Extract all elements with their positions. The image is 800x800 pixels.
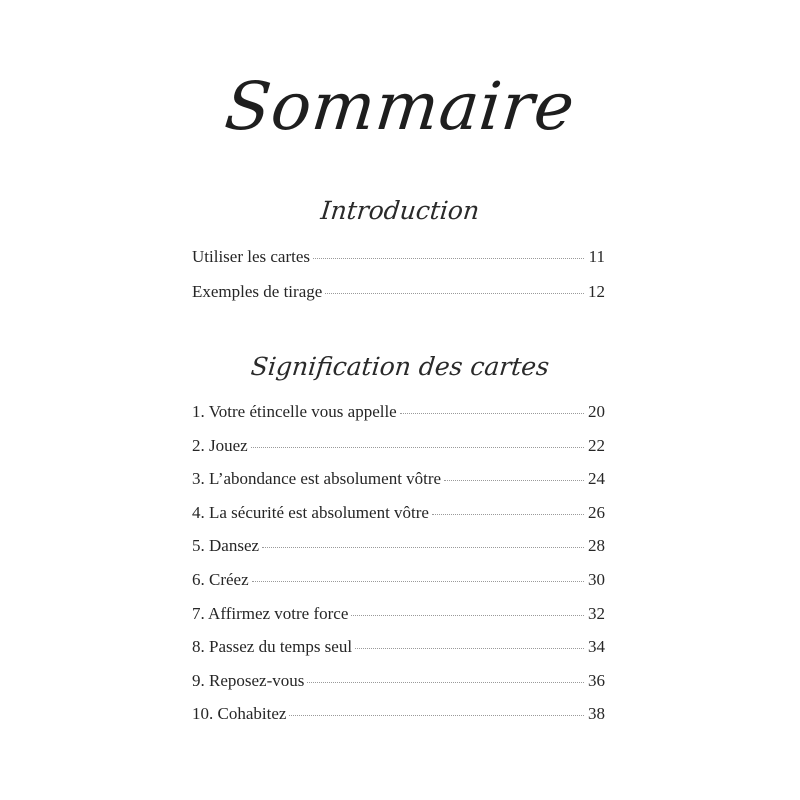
toc-entry-label: 9. Reposez-vous [192, 670, 305, 690]
dot-leader [252, 580, 584, 582]
toc-entry-label: 5. Dansez [192, 536, 260, 556]
toc-entry[interactable] [192, 433, 605, 467]
toc-entry[interactable] [192, 601, 605, 635]
dot-leader [351, 614, 584, 616]
toc-entry[interactable] [192, 279, 605, 314]
toc-list-introduction [192, 244, 605, 314]
toc-entry[interactable] [192, 500, 605, 534]
toc-entry-label: Exemples de tirage [192, 282, 323, 301]
toc-entry-page-number: 34 [588, 637, 605, 657]
dot-leader [325, 292, 584, 294]
toc-entry-label: 4. La sécurité est absolument vôtre [192, 502, 429, 522]
toc-entry-label: 2. Jouez [192, 435, 248, 455]
page-title: Sommaire [221, 68, 579, 145]
toc-entry-label: Utiliser les cartes [192, 247, 311, 266]
toc-entry[interactable] [192, 634, 605, 668]
dot-leader [313, 257, 584, 259]
toc-entry[interactable] [192, 701, 605, 735]
dot-leader [307, 681, 584, 683]
toc-entry-label: 3. L’abondance est absolument vôtre [192, 469, 442, 489]
toc-entry-label: 6. Créez [192, 569, 249, 589]
dot-leader [355, 647, 584, 649]
toc-entry-page-number: 12 [588, 282, 605, 301]
toc-entry-page-number: 36 [588, 670, 605, 690]
toc-entry-page-number: 32 [588, 603, 605, 623]
toc-entry-label: 10. Cohabitez [192, 704, 287, 724]
dot-leader [444, 479, 584, 481]
toc-entry[interactable] [192, 567, 605, 601]
toc-entry-label: 1. Votre étincelle vous appelle [192, 402, 397, 421]
toc-entry-label: 7. Affirmez votre force [192, 603, 349, 623]
toc-entry[interactable] [192, 668, 605, 702]
dot-leader [432, 513, 584, 515]
dot-leader [251, 446, 584, 448]
dot-leader [262, 546, 584, 548]
dot-leader [289, 714, 584, 716]
toc-entry[interactable] [192, 244, 605, 279]
toc-list-signification [192, 399, 605, 735]
section-title-signification: Signification des cartes [249, 352, 551, 381]
toc-entry-page-number: 11 [588, 247, 605, 266]
toc-entry-page-number: 20 [588, 402, 605, 421]
toc-entry-page-number: 24 [588, 469, 605, 489]
dot-leader [400, 412, 584, 414]
toc-entry-label: 8. Passez du temps seul [192, 637, 353, 657]
toc-entry-page-number: 28 [588, 536, 605, 556]
toc-entry-page-number: 38 [588, 704, 605, 724]
toc-entry[interactable] [192, 466, 605, 500]
toc-entry-page-number: 22 [588, 435, 605, 455]
toc-entry[interactable] [192, 399, 605, 433]
toc-entry-page-number: 30 [588, 569, 605, 589]
toc-entry-page-number: 26 [588, 502, 605, 522]
toc-entry[interactable] [192, 533, 605, 567]
section-title-introduction: Introduction [319, 196, 481, 225]
